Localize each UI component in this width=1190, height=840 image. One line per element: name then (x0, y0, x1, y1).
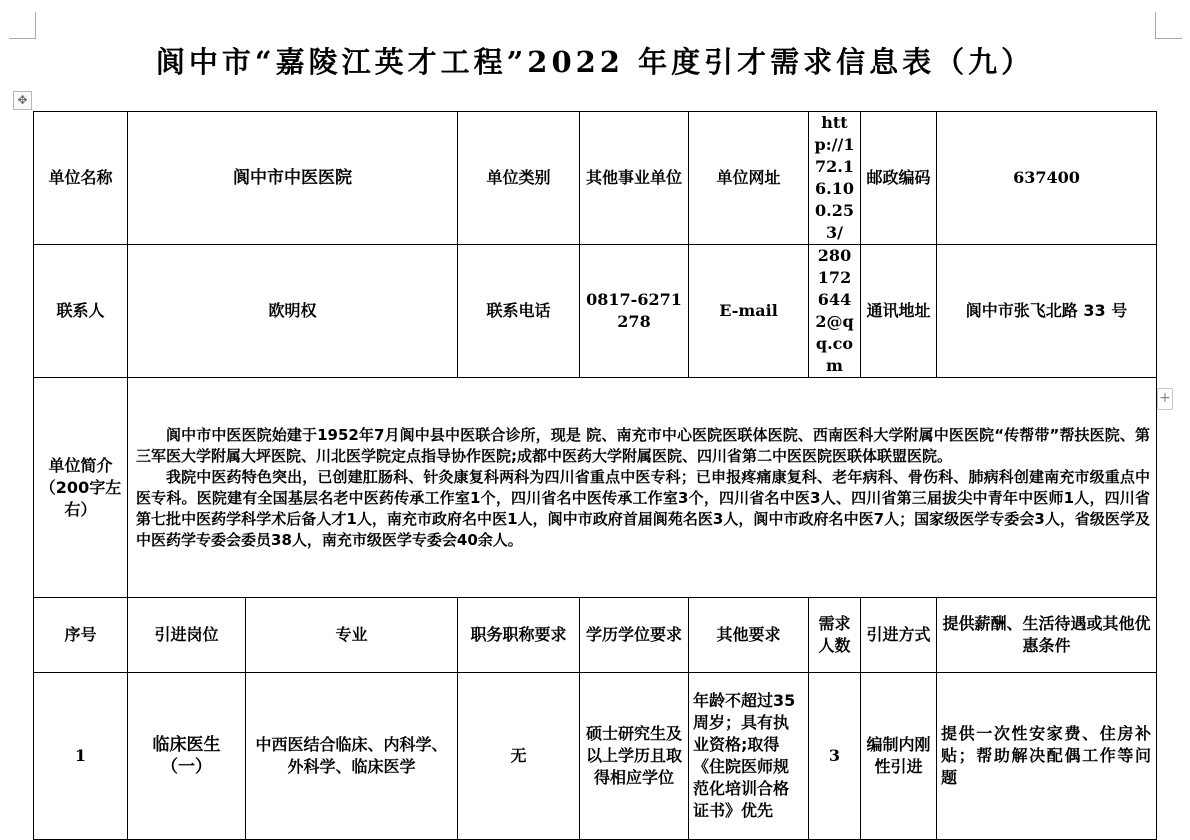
contact-value: 欧明权 (128, 245, 458, 378)
unit-type-value: 其他事业单位 (580, 112, 689, 245)
address-label: 通讯地址 (861, 245, 937, 378)
header-cell: 序号 (34, 598, 128, 673)
row-benefit: 提供一次性安家费、住房补贴；帮助解决配偶工作等问题 (937, 673, 1157, 840)
row-major: 中西医结合临床、内科学、外科学、临床医学 (246, 673, 458, 840)
row-title-requirement: 无 (458, 673, 580, 840)
unit-name-label: 单位名称 (34, 112, 128, 245)
header-cell: 职务职称要求 (458, 598, 580, 673)
table-row (34, 673, 1157, 840)
intro-paragraph-2: 我院中医药特色突出，已创建肛肠科、针灸康复科两科为四川省重点中医专科；已申报疼痛康复科、老年病科、骨伤科、肺病科创建南充市级重点中医专科。医院建有全国基层名老中医药传承工作室1个，四川省名中医传承工作室3个，四川省名中医3人、四川省第三届拔尖中青年中医师1人，四川省第七批中医药学科学术后备人才1人，南充市政府名中医1人，阆中市政府首届阆苑名医3人，阆中市政府名中医7人；国家级医学专委会3人，省级医学及中医药学专委会委员38人，南充市级医学专委会40余人。 (136, 467, 1150, 549)
info-row-2 (34, 245, 1157, 378)
header-cell: 提供薪酬、生活待遇或其他优惠条件 (937, 598, 1157, 673)
header-cell: 其他要求 (689, 598, 809, 673)
recruitment-table (33, 111, 1157, 840)
intro-label: 单位简介（200字左右） (34, 378, 128, 598)
postal-code-value: 637400 (937, 112, 1157, 245)
crop-mark-top-right (1155, 12, 1182, 39)
unit-type-label: 单位类别 (458, 112, 580, 245)
intro-text (128, 378, 1157, 598)
header-cell: 引进岗位 (128, 598, 246, 673)
info-row-1 (34, 112, 1157, 245)
row-other-requirements: 年龄不超过35 周岁；具有执业资格;取得《住院医师规范化培训合格证书》优先 (689, 673, 809, 840)
row-number: 1 (34, 673, 128, 840)
email-label: E-mail (689, 245, 809, 378)
row-degree: 硕士研究生及以上学历且取得相应学位 (580, 673, 689, 840)
address-value: 阆中市张飞北路 33 号 (937, 245, 1157, 378)
header-cell: 引进方式 (861, 598, 937, 673)
header-cell: 专业 (246, 598, 458, 673)
row-post: 临床医生（一） (128, 673, 246, 840)
phone-label: 联系电话 (458, 245, 580, 378)
header-cell: 需求人数 (809, 598, 861, 673)
email-value: 2801726442@qq.com (809, 245, 861, 378)
table-move-handle-icon[interactable]: ✥ (13, 91, 32, 110)
unit-website-value: http://172.16.100.253/ (809, 112, 861, 245)
crop-mark-top-left (9, 12, 36, 39)
intro-paragraph-1: 阆中市中医医院始建于1952年7月阆中县中医联合诊所，现是 院、南充市中心医院医联体医院、西南医科大学附属中医医院“传帮带”帮扶医院、第三军医大学附属大坪医院、川北医学院定点指导协作医院;成都中医药大学附属医院、四川省第二中医医院医联体联盟医院。 (136, 425, 1150, 465)
unit-name-value: 阆中市中医医院 (128, 112, 458, 245)
document-title: 阆中市“嘉陵江英才工程”2022 年度引才需求信息表（九） (155, 45, 1035, 79)
header-row (34, 598, 1157, 673)
intro-row (34, 378, 1157, 598)
row-method: 编制内刚性引进 (861, 673, 937, 840)
add-row-button-icon[interactable]: + (1157, 388, 1173, 410)
phone-value: 0817-6271278 (580, 245, 689, 378)
unit-website-label: 单位网址 (689, 112, 809, 245)
row-count: 3 (809, 673, 861, 840)
header-cell: 学历学位要求 (580, 598, 689, 673)
contact-label: 联系人 (34, 245, 128, 378)
postal-code-label: 邮政编码 (861, 112, 937, 245)
